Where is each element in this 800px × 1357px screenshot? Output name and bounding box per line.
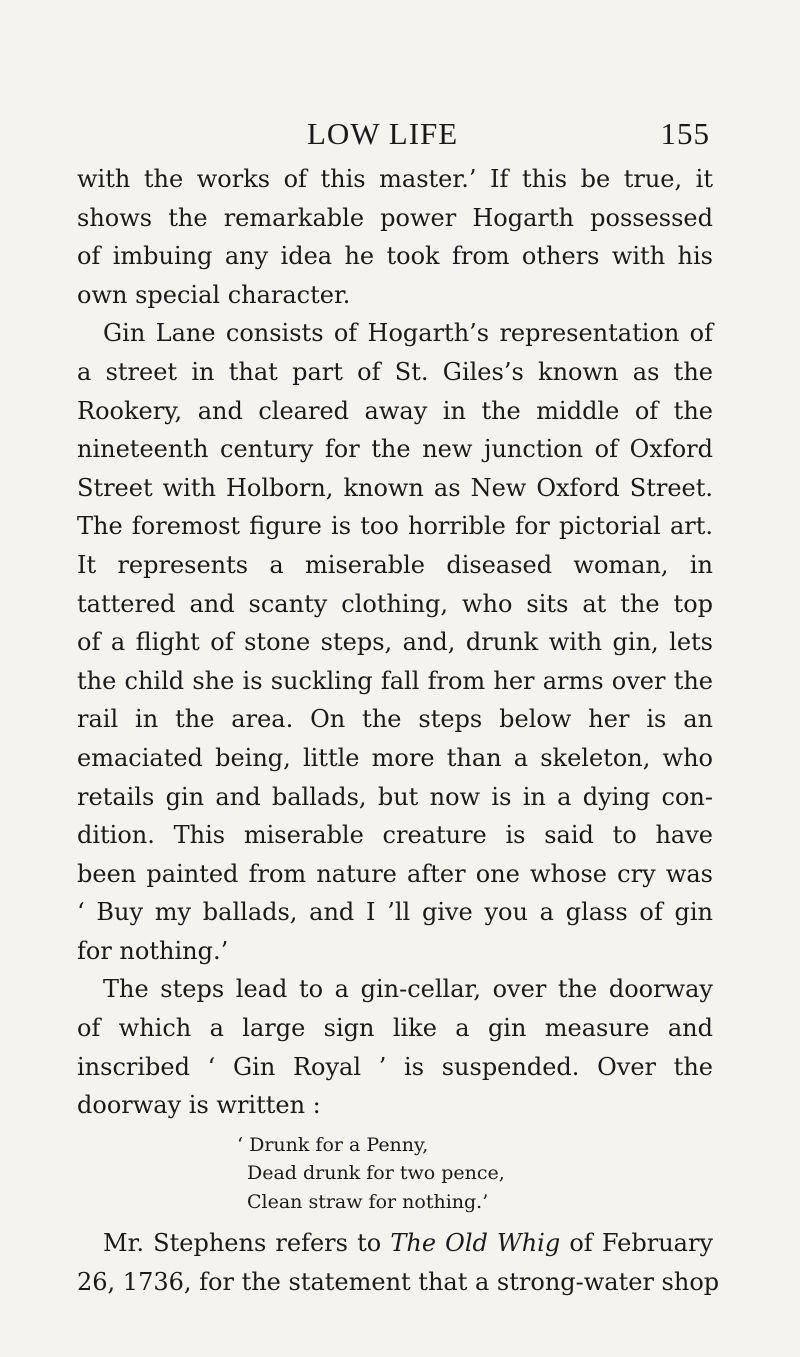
text-line: tattered and scanty clothing, who sits at the top	[77, 589, 713, 618]
text-line: doorway is written :	[77, 1091, 321, 1120]
text-line: own special character.	[77, 280, 351, 309]
verse-line: ‘ Drunk for a Penny,	[237, 1133, 429, 1156]
body-text	[77, 160, 720, 1302]
running-head	[78, 108, 710, 158]
text-run: Mr. Stephens refers to	[103, 1229, 391, 1258]
text-line: for nothing.’	[77, 936, 229, 965]
text-line: the child she is suckling fall from her arms over the	[77, 666, 713, 695]
text-line: a street in that part of St. Giles’s known as the	[77, 357, 713, 386]
page-number: 155	[660, 116, 710, 151]
text-line: retails gin and ballads, but now is in a dying con-	[77, 782, 713, 811]
text-line: The steps lead to a gin-cellar, over the doorway	[103, 975, 713, 1004]
italic-title: The Old Whig	[390, 1229, 561, 1258]
verse-line: Dead drunk for two pence,	[247, 1162, 505, 1185]
verse-quotation	[77, 1131, 713, 1217]
text-line: It represents a miserable diseased woman, in	[77, 550, 713, 579]
text-line: emaciated being, little more than a skeleton, who	[77, 743, 713, 772]
text-line: been painted from nature after one whose cry was	[77, 859, 713, 888]
text-run: of February	[560, 1229, 713, 1258]
text-line: 26, 1736, for the statement that a strong-water shop	[77, 1267, 720, 1296]
text-line: of a flight of stone steps, and, drunk with gin, lets	[77, 628, 713, 657]
text-line: of which a large sign like a gin measure and	[77, 1014, 713, 1043]
chapter-title: LOW LIFE	[307, 116, 459, 151]
text-line: nineteenth century for the new junction of Oxford	[77, 435, 713, 464]
text-line	[77, 1224, 713, 1263]
paragraph	[77, 160, 713, 314]
text-line: with the works of this master.’ If this be true, it	[77, 165, 713, 193]
text-line: ‘ Buy my ballads, and I ’ll give you a glass of gin	[77, 898, 713, 927]
text-line: of imbuing any idea he took from others with his	[77, 242, 713, 271]
text-line: Gin Lane consists of Hogarth’s representation of	[103, 319, 713, 348]
text-line: Street with Holborn, known as New Oxford Street.	[77, 473, 713, 502]
text-line: rail in the area. On the steps below her is an	[77, 705, 713, 734]
paragraph	[77, 970, 713, 1124]
text-line: Rookery, and cleared away in the middle of the	[77, 396, 713, 425]
text-line: shows the remarkable power Hogarth possessed	[77, 203, 713, 232]
text-line: dition. This miserable creature is said to have	[77, 821, 713, 850]
paragraph	[77, 314, 713, 970]
text-line: The foremost figure is too horrible for pictorial art.	[77, 512, 713, 541]
verse-line: Clean straw for nothing.’	[247, 1190, 489, 1213]
paragraph	[77, 1224, 720, 1301]
text-line: inscribed ‘ Gin Royal ’ is suspended. Over the	[77, 1052, 713, 1081]
